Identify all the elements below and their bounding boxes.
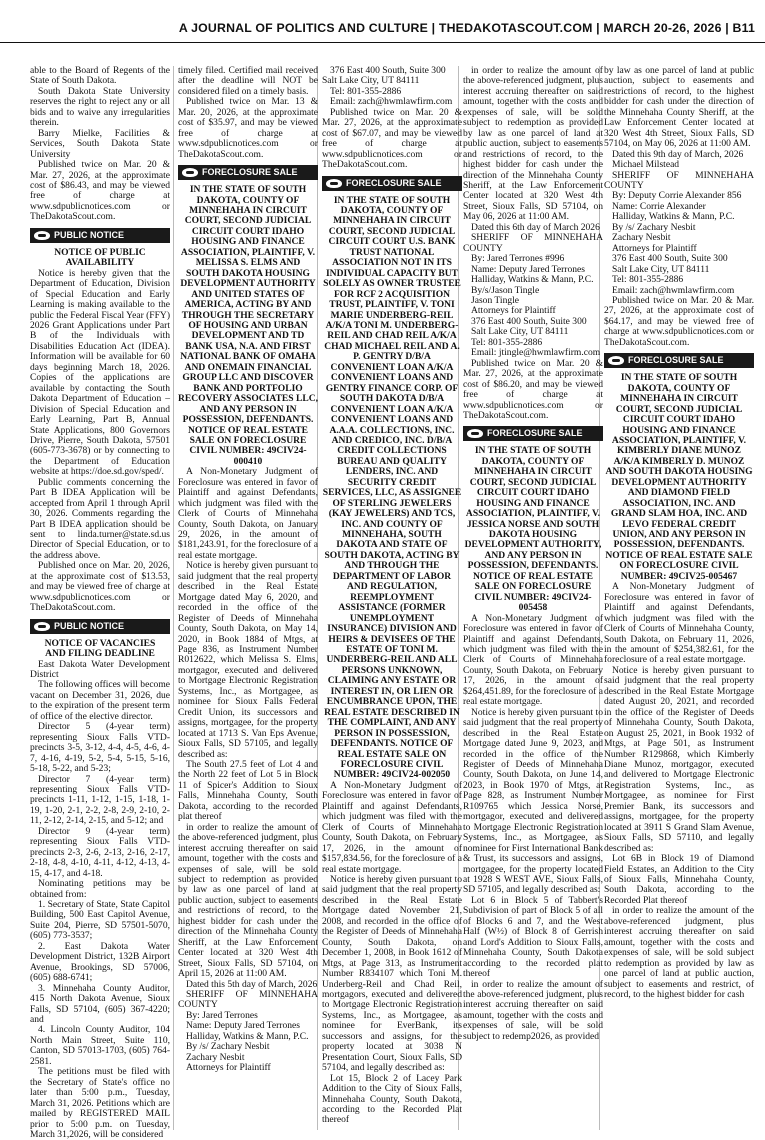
text-paragraph: Public comments concerning the Part B IDEA Application will be accepted from April 1 through April 30, 2026. Comments regarding the Part B IDEA application should be sent to linda.turner@state.sd.us Director of Special Education, or to the address above. <box>30 476 170 561</box>
text-paragraph: Notice is hereby given that the Department of Education, Division of Special Education and Early Learning is making available to the public the Federal Fiscal Year (FFY) 2026 Grant Applications under Part B of the Individuals with Disabilities Education Act (IDEA). Information will be available for 60 days beginning March 18, 2026. Copies of the applications are available by contacting the South Dakota Department of Education – Division of Special Education and Early Learning, Part B, Annual State Applications, 800 Governors Drive, Pierre, South Dakota, 57501 (605-773-3678) or by connecting to the Department of Education website at https://doe.sd.gov/sped/. <box>30 267 171 478</box>
banner-label: FORECLOSURE SALE <box>202 167 298 178</box>
text-paragraph: Tel: 801-355-2886 <box>330 85 402 97</box>
text-paragraph: Name: Deputy Jared Terrones <box>471 263 585 275</box>
scout-logo-icon <box>608 356 624 365</box>
publication-note: Published twice on Mar. 20 & Mar. 27, 2026, at the approximate cost of $86.43, and may be viewed free of charge at www.sdpublicnotices.com or TheDakotaScout.com. <box>30 159 170 223</box>
foreclosure-sale-banner <box>322 176 462 191</box>
text-paragraph: in order to realize the amount of the above-referenced judgment, plus interest accruing thereafter on said amount, together with the costs and expenses of sale, will be sold subject to redemp2026, as provided <box>463 978 603 1042</box>
text-paragraph: Notice is hereby given pursuant to said judgment that the real property described in the Real Estate Mortgage dated August 20, 2021, and recorded in the office of the Register of Deeds of Minnehaha County, South Dakota, on August 25, 2021, in Book 1932 of Mtgs, at Page 501, as Instrument Number R129868, which Kimberly Diane Munoz, mortgagor, executed and delivered to Mortgage Electronic Registration Systems, Inc., as Mortgagee, as nominee for First Premier Bank, its successors and assigns, mortgagee, for the property located at 3911 S Grand Slam Avenue, Sioux Falls, SD 57110, and legally described as: <box>604 664 754 854</box>
banner-label: FORECLOSURE SALE <box>628 355 724 366</box>
text-paragraph: Name: Deputy Jared Terrones <box>186 1020 300 1032</box>
text-paragraph: The following offices will become vacant on December 31, 2026, due to the expiration of the present term of office of the elective director. <box>30 679 170 722</box>
notice-title: AVAILABILITY <box>65 257 135 269</box>
text-paragraph: Halliday, Watkins & Mann, P.C. <box>186 1030 309 1042</box>
text-paragraph: in order to realize the amount of the above-referenced judgment, plus interest accruing thereafter on said amount, together with the costs and expenses of sale, will be sold subject to redemption as provided by law as one parcel of land at public auction, subject to easements and restrictions of record, to the highest bidder for cash under the direction of the Minnehaha County Sheriff, at the Law Enforcement Center located at 320 West 4th Street, Sioux Falls, SD 57104, on May 06, 2026 at 11:00 AM. <box>463 65 603 223</box>
text-paragraph: By: Deputy Corrie Alexander 856 <box>612 190 742 202</box>
text-paragraph: SHERIFF OF MINNEHAHA COUNTY <box>463 232 603 254</box>
text-paragraph: in order to realize the amount of the above-referenced judgment, plus interest accruing thereafter on said amount, together with the costs and expenses of sale, will be sold subject to redemption as provided by law as one parcel of land at public auction, subject to easements and restrict, of record, to the highest bidder for cash <box>604 905 754 1000</box>
scout-logo-icon <box>467 429 483 438</box>
banner-label: PUBLIC NOTICE <box>54 620 125 631</box>
text-paragraph: Name: Corrie Alexander <box>612 200 706 212</box>
column-3 <box>322 66 462 1130</box>
column-1 <box>30 65 171 1140</box>
text-paragraph: Barry Mielke, Facilities & Services, South Dakota State University <box>30 127 170 160</box>
text-paragraph: 2. East Dakota Water Development District, 132B Airport Avenue, Brookings, SD 57006, (605) 688-6741; <box>30 940 170 984</box>
text-paragraph: Halliday, Watkins & Mann, P.C. <box>471 274 594 286</box>
publication-note: Published twice on Mar. 20 & Mar. 27, 2026, at the approximate cost of $67.07, and may be viewed free of charge at www.sdpublicnotices.com or TheDakotaScout.com. <box>322 106 462 171</box>
publication-note: Published twice on Mar. 13 & Mar. 20, 2026, at the approximate cost of $35.97, and may be viewed free of charge at www.sdpublicnotices.com or TheDakotaScout.com. <box>178 96 318 160</box>
text-paragraph: 376 East 400 South, Suite 300 <box>612 253 728 265</box>
text-paragraph: Tel: 801-355-2886 <box>471 336 543 348</box>
text-paragraph: South Dakota State University reserves the right to reject any or all bids and to waive any irregularities therein. <box>30 85 170 129</box>
foreclosure-sale-banner <box>604 353 754 368</box>
text-paragraph: SHERIFF OF MINNEHAHA COUNTY <box>604 169 754 191</box>
text-paragraph: Dated this 9th day of March, 2026 <box>612 148 744 160</box>
text-paragraph: East Dakota Water Development District <box>30 658 170 681</box>
text-paragraph: 376 East 400 South, Suite 300 <box>471 315 587 327</box>
text-paragraph: Director 7 (4-year term) representing Sioux Falls VTD-precincts 1-11, 1-12, 1-15, 1-18, 1-19, 1-20, 2-1, 2-2, 2-8, 2-9, 2-10, 2-11, 2-12, 2-14, 2-15, and 5-12; and <box>30 773 170 827</box>
text-paragraph: By/s/Jason Tingle <box>471 284 540 296</box>
banner-label: PUBLIC NOTICE <box>54 229 125 240</box>
text-paragraph: Jason Tingle <box>471 294 520 306</box>
text-paragraph: By: Jared Terrones <box>186 1009 258 1021</box>
notice-title: NOTICE OF PUBLIC <box>54 246 146 258</box>
column-2 <box>178 66 318 1130</box>
text-paragraph: Email: jtingle@hwmlawfirm.com <box>471 347 601 359</box>
page-header <box>0 0 765 43</box>
foreclosure-sale-banner <box>463 426 603 441</box>
column-5 <box>604 66 754 1130</box>
text-paragraph: Director 9 (4-year term) representing Sioux Falls VTD-precincts 2-3, 2-6, 2-13, 2-16, 2-17, 2-18, 4-8, 4-10, 4-11, 4-12, 4-13, 4-15, 4-17, and 4-18. <box>30 825 170 879</box>
text-paragraph: Michael Milstead <box>612 159 680 171</box>
scout-logo-icon <box>34 622 50 631</box>
column-4 <box>463 66 603 1130</box>
publication-note: Published once on Mar. 20, 2026, at the approximate cost of $13.53, and may be viewed free of charge at www.sdpublicnotices.com or TheDakotaScout.com. <box>30 560 170 614</box>
text-paragraph: Zachary Nesbit <box>612 232 671 244</box>
text-paragraph: Attorneys for Plaintiff <box>186 1062 271 1074</box>
text-paragraph: Salt Lake City, UT 84111 <box>471 326 569 338</box>
text-paragraph: Dated this 6th day of March 2026 <box>471 221 600 233</box>
text-paragraph: Attorneys for Plaintiff <box>612 242 697 254</box>
text-paragraph: Notice is hereby given pursuant to said judgment that the real property described in the Real Estate Mortgage dated May 6, 2020, and recorded in the office of the Register of Deeds of Minnehaha County, South Dakota, on May 14, 2020, in Book 1884 of Mtgs, at Page 836, as Instrument Number R012622, which Melissa S. Elms, mortgagor, executed and delivered to Mortgage Electronic Registration Systems, Inc., as Mortgagee, as nominee for Sioux Falls Federal Credit Union, its successors and assigns, mortgagee, for the property located at 1713 S. Van Eps Avenue, Sioux Falls, SD 57105, and legally described as: <box>178 560 318 760</box>
text-paragraph: By /s/ Zachary Nesbit <box>612 221 696 233</box>
notice-title: AND FILING DEADLINE <box>45 648 155 660</box>
text-paragraph: Email: zach@hwmlawfirm.com <box>330 96 453 108</box>
scout-logo-icon <box>34 231 50 240</box>
text-paragraph: Halliday, Watkins & Mann, P.C. <box>612 211 735 223</box>
text-paragraph: A Non-Monetary Judgment of Foreclosure was entered in favor of Plaintiff and against Defendants, which judgment was filed with the Clerk of Courts of Minnehaha County, South Dakota, on January 29, 2026, in the amount of $181,243.91, for the foreclosure of a real estate mortgage. <box>178 466 318 561</box>
publication-note: Published twice on Mar. 20 & Mar. 27, 2026, at the approximate cost of $64.17, and may be viewed free of charge at www.sdpublicnotices.com or TheDakotaScout.com. <box>604 294 754 348</box>
text-paragraph: by law as one parcel of land at public auction, subject to easements and restrictions of record, to the highest bidder for cash under the direction of the Minnehaha County Sheriff, at the Law Enforcement Center located at 320 West 4th Street, Sioux Falls, SD 57104, on May 06, 2026 at 11:00 AM. <box>604 65 754 150</box>
text-paragraph: Lot 15, Block 2 of Lacey Park Addition to the City of Sioux Falls, Minnehaha County, South Dakota, according to the Recorded Plat thereof <box>322 1072 462 1126</box>
text-paragraph: in order to realize the amount of the above-referenced judgment, plus interest accruing thereafter on said amount, together with the costs and expenses of sale, will be sold subject to redemption as provided by law as one parcel of land at public auction, subject to easements and restrictions of record, to the highest bidder for cash under the direction of the Minnehaha County Sheriff, at the Law Enforcement Center located at 320 West 4th Street, Sioux Falls, SD 57104, on April 15, 2026 at 11:00 AM. <box>178 821 318 980</box>
text-paragraph: A Non-Monetary Judgment of Foreclosure was entered in favor of Plaintiff and against Defendants, which judgment was filed with the Clerk of Courts of Minnehaha County, South Dakota, on February 11, 2026, in the amount of $254,382.61, for the foreclosure of a real estate mortgage. <box>604 581 754 666</box>
banner-label: FORECLOSURE SALE <box>346 177 442 188</box>
scout-logo-icon <box>326 179 342 188</box>
text-paragraph: 376 East 400 South, Suite 300 <box>330 65 446 76</box>
case-caption: IN THE STATE OF SOUTH DAKOTA, COUNTY OF MINNEHAHA IN CIRCUIT COURT, SECOND JUDICIAL CIRCUIT COURT IDAHO HOUSING AND FINANCE ASSOCIATION, PLAINTIFF, V. KIMBERLY DIANE MUNOZ A/K/A KIMBERLY D. MUNOZ AND SOUTH DAKOTA HOUSING DEVELOPMENT AUTHORITY AND DIAMOND FIELD ASSOCIATION, INC. AND GRAND SLAM HOA, INC. AND LEVO FEDERAL CREDIT UNION, AND ANY PERSON IN POSSESSION, DEFENDANTS. NOTICE OF REAL ESTATE SALE ON FORECLOSURE CIVIL NUMBER: 49CIV25-005467 <box>605 372 753 582</box>
public-notice-banner <box>30 228 170 243</box>
text-paragraph: Zachary Nesbit <box>186 1051 245 1063</box>
text-paragraph: 1. Secretary of State, State Capitol Building, 500 East Capitol Avenue, Suite 204, Pierre, SD 57501-5070, (605) 773-3537; <box>30 898 170 942</box>
text-paragraph: Lot 6B in Block 19 of Diamond Field Estates, an Addition to the City of Sioux Falls, Minnehaha County, South Dakota, according to the Recorded Plat thereof <box>604 853 754 906</box>
text-paragraph: able to the Board of Regents of the State of South Dakota. <box>30 65 170 87</box>
header-text: A JOURNAL OF POLITICS AND CULTURE | THEDAKOTASCOUT.COM | MARCH 20-26, 2026 | B11 <box>178 21 755 35</box>
public-notice-banner <box>30 619 170 634</box>
text-paragraph: The petitions must be filed with the Secretary of State's office no later than 5:00 p.m., Tuesday, March 31, 2026. Petitions which are mailed by REGISTERED MAIL prior to 5:00 p.m. on Tuesday, March 31,2026, will be considered <box>30 1066 170 1140</box>
text-paragraph: Notice is hereby given pursuant to said judgment that the real property described in the Real Estate Mortgage dated November 21, 2008, and recorded in the office of the Register of Deeds of Minnehaha County, South Dakota, on December 1, 2008, in Book 1612 of Mtgs, at Page 313, as Instrument Number R834107 which Toni M. Underberg-Reil and Chad Reil, mortgagors, executed and delivered to Mortgage Electronic Registration Systems, Inc., as Mortgagee, as nominee for EverBank, its successors and assigns, for the property located at 3038 N Presentation Court, Sioux Falls, SD 57104, and legally described as: <box>322 873 462 1074</box>
text-paragraph: Salt Lake City, UT 84111 <box>322 75 420 87</box>
text-paragraph: SHERIFF OF MINNEHAHA COUNTY <box>178 988 318 1011</box>
banner-label: FORECLOSURE SALE <box>487 428 583 439</box>
text-paragraph: A Non-Monetary Judgment of Foreclosure was entered in favor of Plaintiff and against Defendants, which judgment was filed with the Clerk of Courts of Minnehaha County, South Dakota, on February 17, 2026, in the amount of $157,834.56, for the foreclosure of a real estate mortgage. <box>322 779 462 875</box>
case-caption: IN THE STATE OF SOUTH DAKOTA, COUNTY OF MINNEHAHA IN CIRCUIT COURT, SECOND JUDICIAL CIRCUIT COURT U.S. BANK TRUST NATIONAL ASSOCIATION NOT IN ITS INDIVIDUAL CAPACITY BUT SOLELY AS OWNER TRUSTEE FOR RCF 2 ACQUISITION TRUST, PLAINTIFF, V. TONI MARIE UNDERBERG-REIL A/K/A TONI M. UNDERBERG-REIL AND CHAD REIL A/K/A CHAD MICHAEL REIL AND A. P. GENTRY D/B/A CONVENIENT LOAN A/K/A CONVENIENT LOANS AND GENTRY FINANCE CORP. OF SOUTH DAKOTA D/B/A CONVENIENT LOAN A/K/A CONVENIENT LOANS AND A.A.A. COLLECTIONS, INC. AND CREDICO, INC. D/B/A CREDIT COLLECTIONS BUREAU AND QUALITY LENDERS, INC. AND SECURITY CREDIT SERVICES, LLC, AS ASSIGNEE OF STERLING JEWELERS (KAY JEWELERS) AND TCS, INC. AND COUNTY OF MINNEHAHA, SOUTH DAKOTA AND STATE OF SOUTH DAKOTA, ACTING BY AND THROUGH THE DEPARTMENT OF LABOR AND REGULATION, REEMPLOYMENT ASSISTANCE (FORMER UNEMPLOYMENT INSURANCE) DIVISION AND HEIRS & DEVISEES OF THE ESTATE OF TONI M. UNDERBERG-REIL AND ALL PERSONS UNKNOWN, CLAIMING ANY ESTATE OR INTEREST IN, OR LIEN OR ENCUMBRANCE UPON, THE REAL ESTATE DESCRIBED IN THE COMPLAINT, AND ANY PERSON IN POSSESSION, DEFENDANTS. NOTICE OF REAL ESTATE SALE ON FORECLOSURE CIVIL NUMBER: 49CIV24-002050 <box>322 194 462 781</box>
text-paragraph: A Non-Monetary Judgment of Foreclosure was entered in favor of Plaintiff and against Defendants, which judgment was filed with the Clerk of Courts of Minnehaha County, South Dakota, on February 17, 2026, in the amount of $264,451.89, for the foreclosure of a real estate mortgage. <box>463 612 603 708</box>
text-paragraph: Nominating petitions may be obtained from: <box>30 878 170 900</box>
publication-note: Published twice on Mar. 20 & Mar. 27, 2026, at the approximate cost of $86.20, and may be viewed free of charge at www.sdpublicnotices.com or TheDakotaScout.com. <box>463 357 603 421</box>
text-paragraph: Lot 6 in Block 5 of Tabbert's Subdivision of part of Block 5 of all of Blocks 6 and 7, and the West Half (W½) of Block 8 of Gerrish and Lord's Addition to Sioux Falls, Minnehaha County, South Dakota according to the recorded plat thereof <box>463 894 603 980</box>
text-paragraph: Email: zach@hwmlawfirm.com <box>612 284 735 296</box>
foreclosure-sale-banner <box>178 165 318 180</box>
text-paragraph: Attorneys for Plaintiff <box>471 305 556 317</box>
text-paragraph: Dated this 5th day of March, 2026 <box>186 978 318 990</box>
case-caption: IN THE STATE OF SOUTH DAKOTA, COUNTY OF MINNEHAHA IN CIRCUIT COURT, SECOND JUDICIAL CIRCUIT COURT IDAHO HOUSING AND FINANCE ASSOCIATION, PLAINTIFF, V. JESSICA NORSE AND SOUTH DAKOTA HOUSING DEVELOPMENT AUTHORITY, AND ANY PERSON IN POSSESSION, DEFENDANTS. NOTICE OF REAL ESTATE SALE ON FORECLOSURE CIVIL NUMBER: 49CIV24-005458 <box>464 445 602 614</box>
text-paragraph: By: Jared Terrones #996 <box>471 253 565 265</box>
text-paragraph: By /s/ Zachary Nesbit <box>186 1041 270 1053</box>
scout-logo-icon <box>182 168 198 177</box>
notice-title: NOTICE OF VACANCIES <box>44 637 156 649</box>
text-paragraph: timely filed. Certified mail received after the deadline will NOT be considered filed on a timely basis. <box>178 65 318 97</box>
text-paragraph: 4. Lincoln County Auditor, 104 North Main Street, Suite 110, Canton, SD 57013-1703, (605) 764-2581. <box>30 1024 170 1067</box>
text-paragraph: Director 5 (4-year term) representing Sioux Falls VTD-precincts 3-5, 3-12, 4-4, 4-5, 4-6, 4-7, 4-16, 4-19, 5-2, 5-4, 5-15, 5-16, 5-18, 5-22, and 5-23; <box>30 721 170 775</box>
text-paragraph: The South 27.5 feet of Lot 4 and the North 22 feet of Lot 5 in Block 11 of Spicer's Addition to Sioux Falls, Minnehaha County, South Dakota, according to the recorded plat thereof <box>178 759 318 823</box>
text-paragraph: Tel: 801-355-2886 <box>612 274 684 286</box>
case-caption: IN THE STATE OF SOUTH DAKOTA, COUNTY OF MINNEHAHA IN CIRCUIT COURT, SECOND JUDICIAL CIRCUIT COURT IDAHO HOUSING AND FINANCE ASSOCIATION, PLAINTIFF, V. MELISSA S. ELMS AND SOUTH DAKOTA HOUSING DEVELOPMENT AUTHORITY AND UNITED STATES OF AMERICA, ACTING BY AND THROUGH THE SECRETARY OF HOUSING AND URBAN DEVELOPMENT AND TD BANK USA, N.A. AND FIRST NATIONAL BANK OF OMAHA AND ONEMAIN FINANCIAL GROUP LLC AND DISCOVER BANK AND PORTFOLIO RECOVERY ASSOCIATES LLC, AND ANY PERSON IN POSSESSION, DEFENDANTS. NOTICE OF REAL ESTATE SALE ON FORECLOSURE CIVIL NUMBER: 49CIV24-000410 <box>178 184 318 467</box>
notices-columns <box>30 65 760 1140</box>
text-paragraph: 3. Minnehaha County Auditor, 415 North Dakota Avenue, Sioux Falls, SD 57104, (605) 367-4220; and <box>30 982 170 1025</box>
text-paragraph: Salt Lake City, UT 84111 <box>612 263 710 275</box>
text-paragraph: Notice is hereby given pursuant to said judgment that the real property described in the Real Estate Mortgage dated June 9, 2023, and recorded in the office of the Register of Deeds of Minnehaha County, South Dakota, on June 14, 2023, in Book 1970 of Mtgs, at Page 828, as Instrument Number R109765 which Jessica Norse, mortgagor, executed and delivered to Mortgage Electronic Registration Systems, Inc., as Mortgagee, as nominee for First International Bank & Trust, its successors and assigns, mortgagee, for the property located at 1928 S WEST AVE, Sioux Falls, SD 57105, and legally described as: <box>463 706 603 896</box>
